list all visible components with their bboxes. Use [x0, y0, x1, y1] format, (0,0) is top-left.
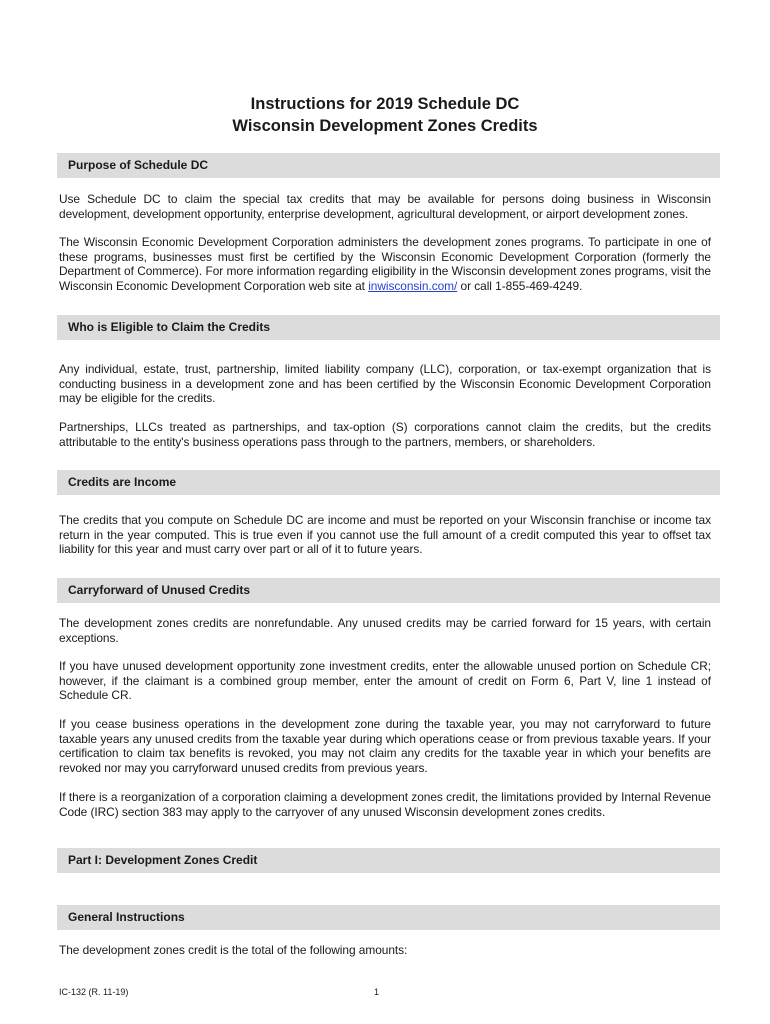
- section-heading: Credits are Income: [68, 475, 177, 489]
- paragraph: If you cease business operations in the development zone during the taxable year, you may not carryforward to future taxable years any unused credits from the taxable year during which operations cease or from previous taxable years. If your certification to claim tax benefits is revoked, you may not claim any credits for the taxable year in which your benefits are revoked nor may you carryforward unused credits from previous years.: [59, 717, 711, 775]
- wedc-website-link[interactable]: inwisconsin.com/: [368, 278, 458, 293]
- paragraph-text: or call 1-855-469-4249.: [457, 278, 583, 293]
- paragraph: If you have unused development opportunity zone investment credits, enter the allowable unused portion on Schedule CR; however, if the claimant is a combined group member, enter the amount of credit on Form 6, Part V, line 1 instead of Schedule CR.: [59, 659, 711, 703]
- page-number: 1: [374, 987, 380, 997]
- section-header-carryforward: [57, 578, 720, 603]
- paragraph: Any individual, estate, trust, partnership, limited liability company (LLC), corporation, or tax-exempt organization that is conducting business in a development zone and has been certified by the Wisconsin Economic Development Corporation may be eligible for the credits.: [59, 362, 711, 406]
- title-line-1: Instructions for 2019 Schedule DC: [250, 95, 520, 113]
- section-header-eligible: [57, 315, 720, 340]
- section-heading: Carryforward of Unused Credits: [68, 583, 251, 597]
- section-header-purpose: [57, 153, 720, 178]
- section-heading: General Instructions: [68, 910, 185, 924]
- section-header-part1: [57, 848, 720, 873]
- section-heading: Who is Eligible to Claim the Credits: [68, 320, 271, 334]
- paragraph: The development zones credits are nonrefundable. Any unused credits may be carried forward for 15 years, with certain exceptions.: [59, 616, 711, 645]
- paragraph: [59, 235, 711, 293]
- section-heading: Part I: Development Zones Credit: [68, 853, 258, 867]
- paragraph: Use Schedule DC to claim the special tax credits that may be available for persons doing business in Wisconsin development, development opportunity, enterprise development, agricultural development, or airport development zones.: [59, 192, 711, 221]
- section-header-income: [57, 470, 720, 495]
- section-heading: Purpose of Schedule DC: [68, 158, 209, 172]
- section-header-general: [57, 905, 720, 930]
- paragraph: The credits that you compute on Schedule DC are income and must be reported on your Wisconsin franchise or income tax return in the year computed. This is true even if you cannot use the full amount of a credit computed this year to offset tax liability for this year and must carry over part or all of it to future years.: [59, 513, 711, 557]
- title-line-2: Wisconsin Development Zones Credits: [232, 117, 538, 135]
- paragraph: If there is a reorganization of a corporation claiming a development zones credit, the limitations provided by Internal Revenue Code (IRC) section 383 may apply to the carryover of any unused Wisconsin development zones credits.: [59, 790, 711, 819]
- paragraph: Partnerships, LLCs treated as partnerships, and tax-option (S) corporations cannot claim the credits, but the credits attributable to the entity's business operations pass through to the partners, members, or shareholders.: [59, 420, 711, 449]
- form-id: IC-132 (R. 11-19): [59, 987, 129, 997]
- paragraph-text: The Wisconsin Economic Development Corporation administers the development zones programs. To participate in one of these programs, businesses must first be certified by the Wisconsin Economic Development Corporation (formerly the Department of Commerce). For more information regarding eligibility in the Wisconsin development zones programs, visit the Wisconsin Economic Development Corporation web site at: [59, 235, 711, 293]
- paragraph: The development zones credit is the total of the following amounts:: [59, 943, 408, 957]
